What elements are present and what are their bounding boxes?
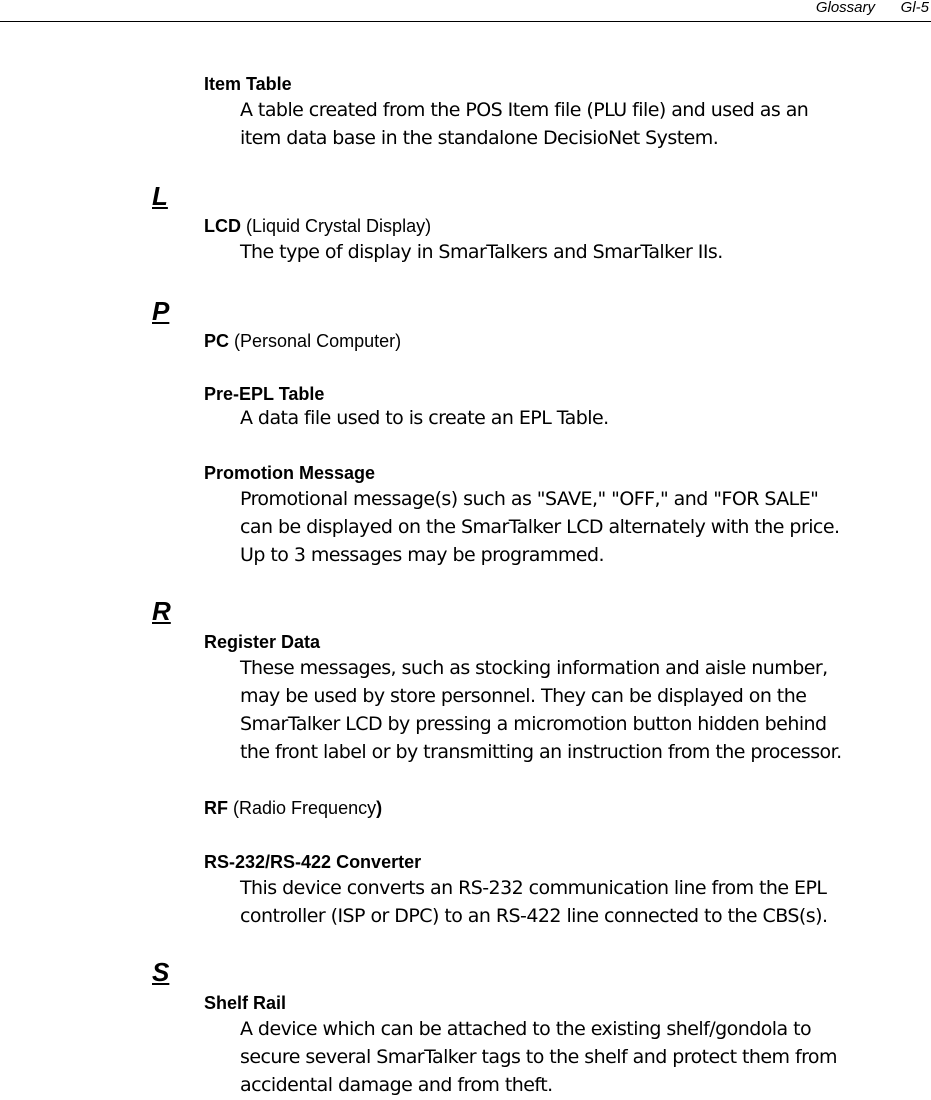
- definition-line: can be displayed on the SmarTalker LCD alternately with the price.: [240, 516, 840, 538]
- section-letter-r: R: [152, 596, 171, 626]
- definition-line: item data base in the standalone DecisioNet System.: [240, 127, 719, 149]
- term-expansion: (Liquid Crystal Display): [246, 216, 432, 236]
- section-letter-l: L: [152, 181, 168, 211]
- glossary-definition-item-table: [240, 96, 808, 152]
- definition-line: This device converts an RS-232 communication line from the EPL: [240, 877, 827, 899]
- definition-line: A device which can be attached to the existing shelf/gondola to: [240, 1018, 812, 1040]
- glossary-definition-register-data: [240, 654, 842, 766]
- term-title: RS-232/RS-422 Converter: [204, 852, 422, 872]
- definition-line: accidental damage and from theft.: [240, 1074, 553, 1096]
- definition-line: SmarTalker LCD by pressing a micromotion button hidden behind: [240, 713, 827, 735]
- glossary-term-pre-epl-table: [204, 383, 324, 405]
- glossary-definition-pre-epl-table: [240, 404, 609, 432]
- glossary-definition-promotion-message: [240, 485, 839, 569]
- header-page-number: Gl-5: [900, 0, 929, 16]
- term-title: Promotion Message: [204, 463, 376, 483]
- term-expansion: (Personal Computer): [234, 331, 402, 351]
- glossary-term-register-data: [204, 631, 320, 653]
- definition-line: secure several SmarTalker tags to the shelf and protect them from: [240, 1046, 837, 1068]
- term-expansion: (Radio Frequency: [233, 798, 377, 818]
- definition-line: Promotional message(s) such as "SAVE," "OFF," and "FOR SALE": [240, 488, 819, 510]
- glossary-definition-shelf-rail: [240, 1015, 837, 1099]
- glossary-definition-lcd: [240, 238, 723, 266]
- glossary-term-item-table: [204, 73, 292, 95]
- section-letter-s: S: [152, 957, 170, 987]
- definition-line: controller (ISP or DPC) to an RS-422 line connected to the CBS(s).: [240, 905, 828, 927]
- term-title: PC: [204, 331, 230, 351]
- term-title: LCD: [204, 216, 241, 236]
- header-section-title: Glossary: [815, 0, 875, 16]
- term-title: Shelf Rail: [204, 993, 287, 1013]
- term-expansion-close: ): [376, 798, 383, 818]
- definition-line: may be used by store personnel. They can be displayed on the: [240, 685, 807, 707]
- definition-line: A data file used to is create an EPL Table.: [240, 407, 609, 429]
- glossary-term-shelf-rail: [204, 992, 286, 1014]
- definition-line: the front label or by transmitting an instruction from the processor.: [240, 741, 842, 763]
- glossary-term-rs-converter: [204, 851, 421, 873]
- term-title: RF: [204, 798, 228, 818]
- definition-line: A table created from the POS Item file (PLU file) and used as an: [240, 99, 809, 121]
- glossary-term-promotion-message: [204, 462, 375, 484]
- running-header: [0, 0, 931, 22]
- term-title: Pre-EPL Table: [204, 384, 325, 404]
- term-title: Register Data: [204, 632, 321, 652]
- term-title: Item Table: [204, 74, 292, 94]
- definition-line: The type of display in SmarTalkers and SmarTalker IIs.: [240, 241, 723, 263]
- glossary-term-pc: [204, 330, 401, 352]
- definition-line: Up to 3 messages may be programmed.: [240, 544, 604, 566]
- glossary-definition-rs-converter: [240, 874, 827, 930]
- section-letter-p: P: [152, 296, 170, 326]
- glossary-term-rf: [204, 797, 382, 819]
- definition-line: These messages, such as stocking information and aisle number,: [240, 657, 828, 679]
- glossary-term-lcd: [204, 215, 431, 237]
